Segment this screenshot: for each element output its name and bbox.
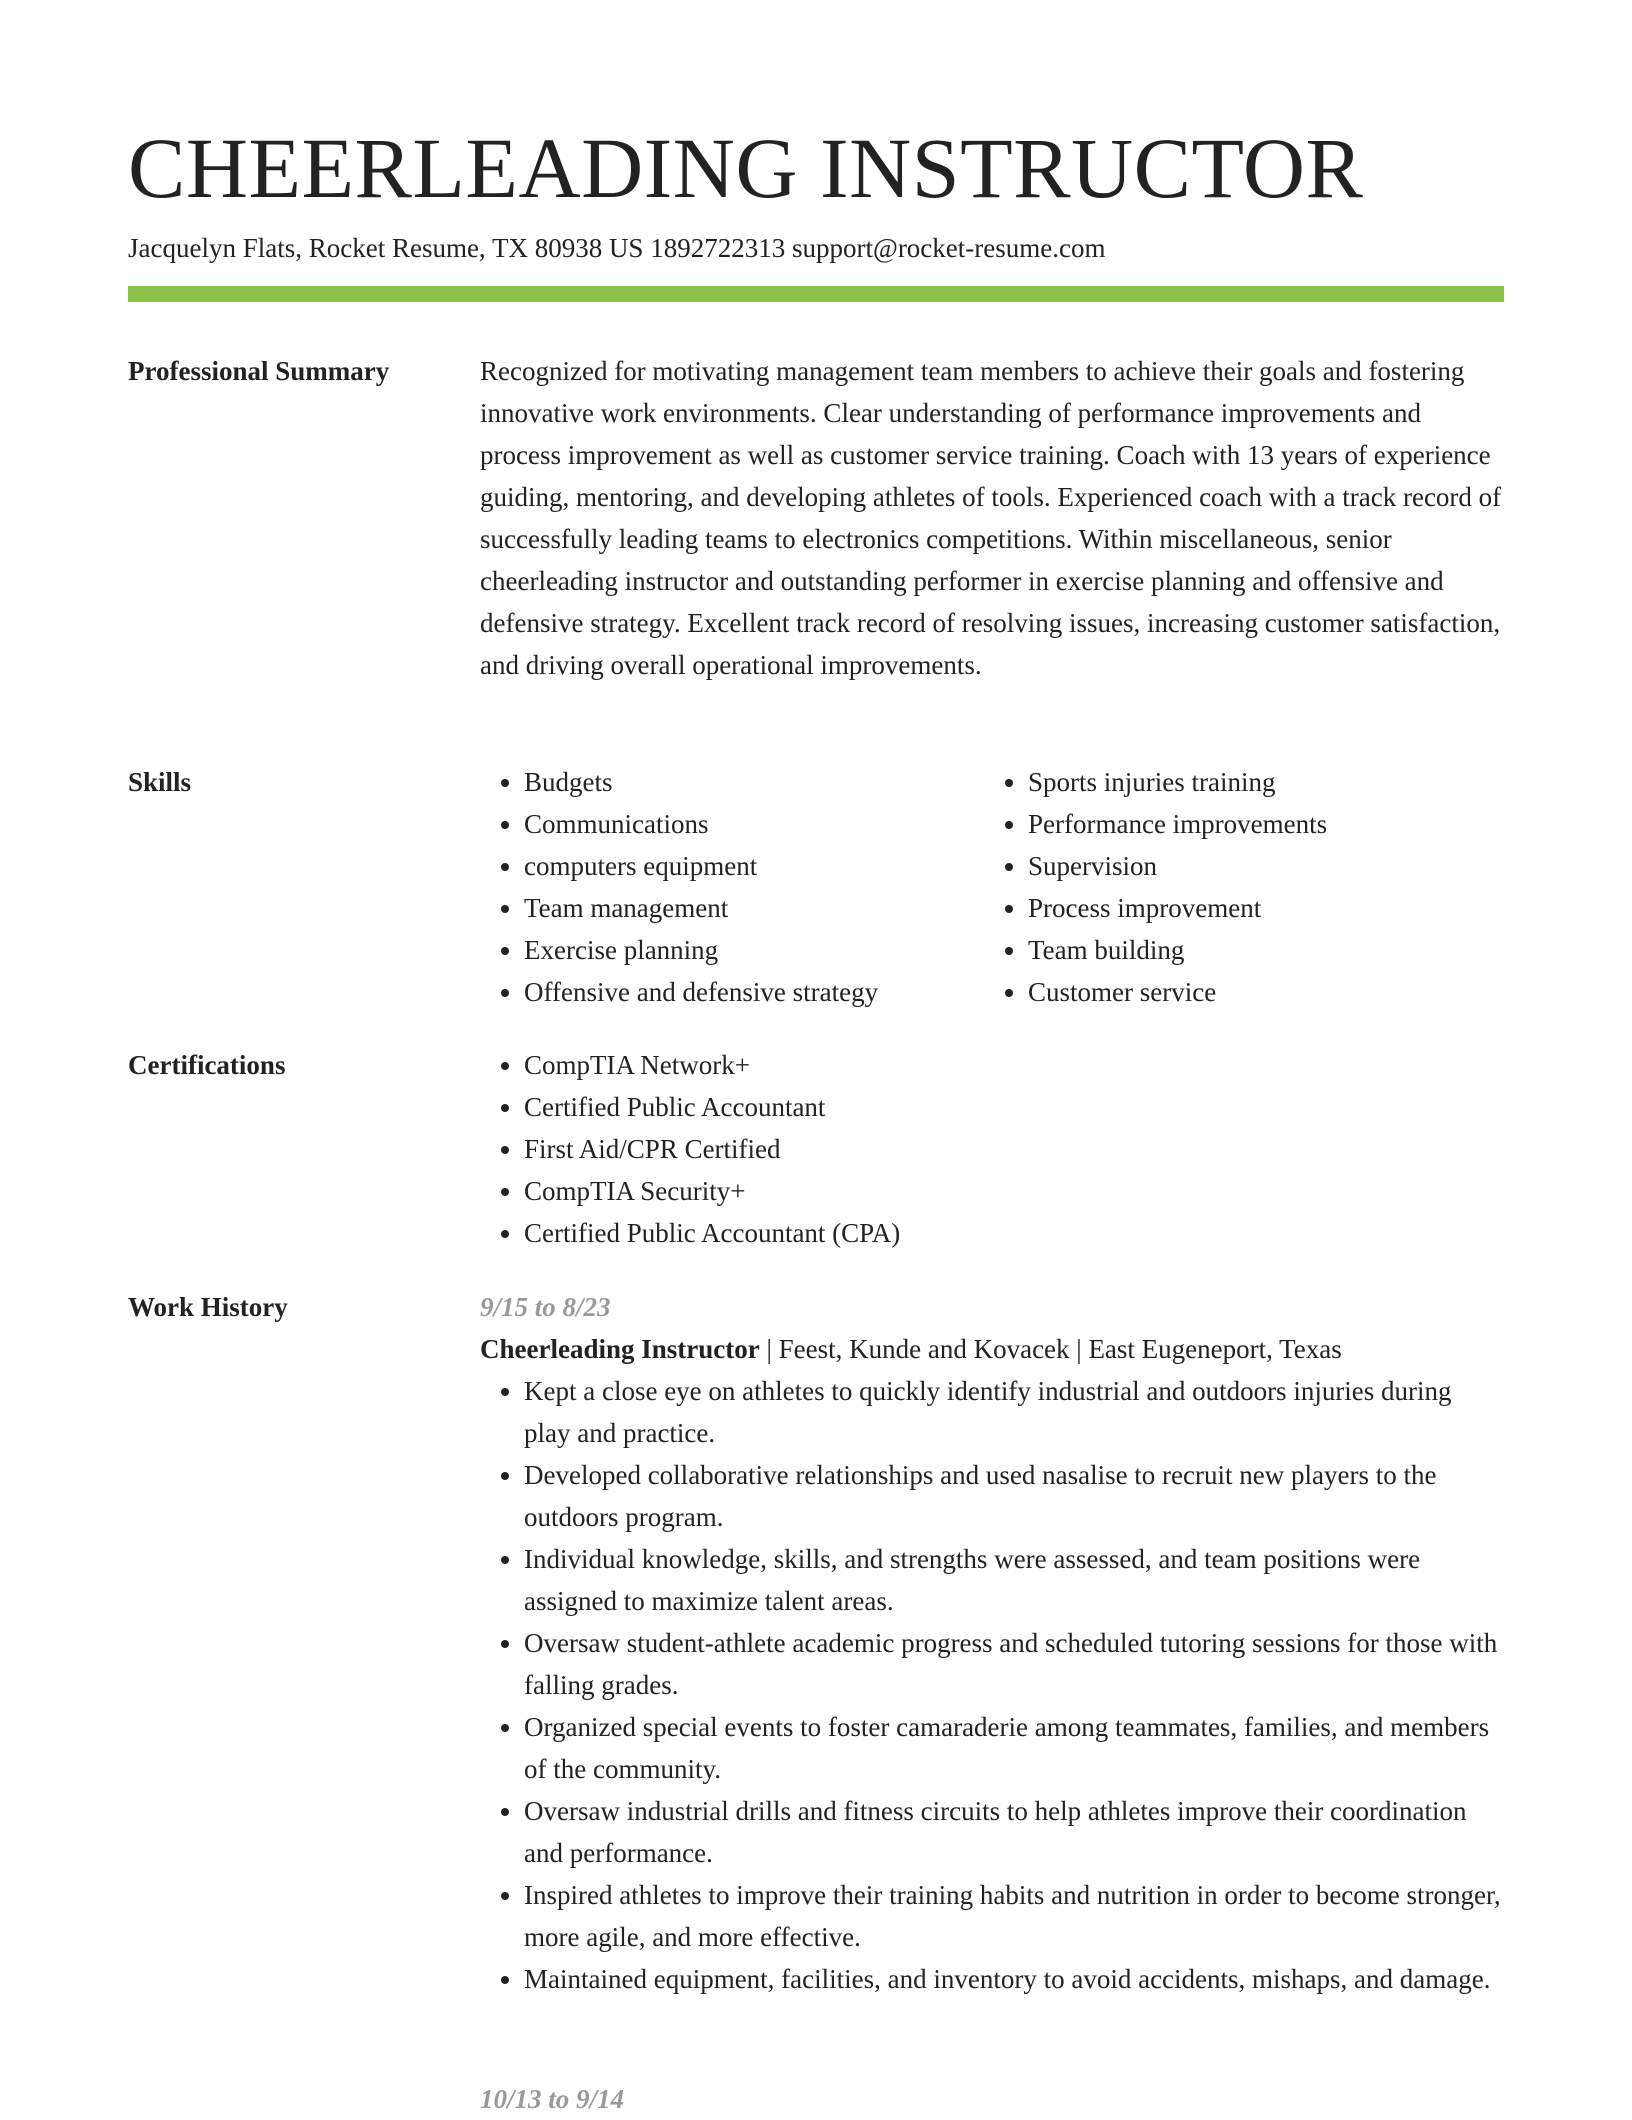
summary-text: Recognized for motivating management team members to achieve their goals and fostering innovative work environments. Clear understanding of performance improvements and process improvement as well as customer service training. Coach with 13 years of experience guiding, mentoring, and developing athletes of tools. Experienced coach with a track record of successfully leading teams to electronics competitions. Within miscellaneous, senior cheerleading instructor and outstanding performer in exercise planning and offensive and defensive strategy. Excellent track record of resolving issues, increasing customer satisfaction, and driving overall operational improvements. — [480, 356, 1502, 680]
job-duty-item: • Maintained equipment, facilities, and inventory to avoid accidents, mishaps, and damage. — [524, 1958, 1504, 2000]
work-history-heading: Work History — [128, 1292, 288, 1322]
job-duty-item: • Organized special events to foster camaraderie among teammates, families, and members of the community. — [524, 1706, 1504, 1790]
job-dates: 10/13 to 9/14 — [480, 2084, 625, 2114]
skill-item: • Offensive and defensive strategy — [524, 971, 984, 1013]
job-duty-item: • Individual knowledge, skills, and strengths were assessed, and team positions were assigned to maximize talent areas. — [524, 1538, 1504, 1622]
skills-list-right — [984, 761, 1488, 1013]
certifications-heading: Certifications — [128, 1050, 286, 1080]
skills-list-left — [480, 761, 984, 1013]
skill-item: • Budgets — [524, 761, 984, 803]
certification-item: • CompTIA Security+ — [524, 1170, 1504, 1212]
certification-item: • Certified Public Accountant (CPA) — [524, 1212, 1504, 1254]
skill-item: • Team management — [524, 887, 984, 929]
summary-heading: Professional Summary — [128, 356, 390, 386]
job-duty-item: • Kept a close eye on athletes to quickly identify industrial and outdoors injuries during play and practice. — [524, 1370, 1504, 1454]
certification-item: • Certified Public Accountant — [524, 1086, 1504, 1128]
skill-item: • Exercise planning — [524, 929, 984, 971]
skill-item: • Performance improvements — [1028, 803, 1488, 845]
job-duty-item: • Developed collaborative relationships and used nasalise to recruit new players to the outdoors program. — [524, 1454, 1504, 1538]
header-divider — [128, 286, 1504, 302]
job-duty-item: • Oversaw student-athlete academic progress and scheduled tutoring sessions for those with falling grades. — [524, 1622, 1504, 1706]
certification-item: • First Aid/CPR Certified — [524, 1128, 1504, 1170]
certification-item: • CompTIA Network+ — [524, 1044, 1504, 1086]
job-duty-item: • Inspired athletes to improve their training habits and nutrition in order to become stronger, more agile, and more effective. — [524, 1874, 1504, 1958]
job-title: Cheerleading Instructor — [480, 1334, 760, 1364]
skill-item: • Process improvement — [1028, 887, 1488, 929]
job-duty-item: • Oversaw industrial drills and fitness circuits to help athletes improve their coordination and performance. — [524, 1790, 1504, 1874]
job-duties-list — [480, 1370, 1504, 2000]
skill-item: • Communications — [524, 803, 984, 845]
contact-info: Jacquelyn Flats, Rocket Resume, TX 80938 US 1892722313 support@rocket-resume.com — [128, 233, 1106, 263]
skill-item: • computers equipment — [524, 845, 984, 887]
job-dates: 9/15 to 8/23 — [480, 1292, 611, 1322]
job-employer-location: | Feest, Kunde and Kovacek | East Eugeneport, Texas — [759, 1334, 1342, 1364]
skills-heading: Skills — [128, 767, 192, 797]
skill-item: • Team building — [1028, 929, 1488, 971]
resume-title: CHEERLEADING INSTRUCTOR — [128, 120, 1364, 216]
job-heading — [480, 1328, 1504, 1370]
certifications-list — [480, 1044, 1504, 1254]
skill-item: • Sports injuries training — [1028, 761, 1488, 803]
job-entry — [480, 1286, 1504, 2000]
skill-item: • Supervision — [1028, 845, 1488, 887]
skill-item: • Customer service — [1028, 971, 1488, 1013]
